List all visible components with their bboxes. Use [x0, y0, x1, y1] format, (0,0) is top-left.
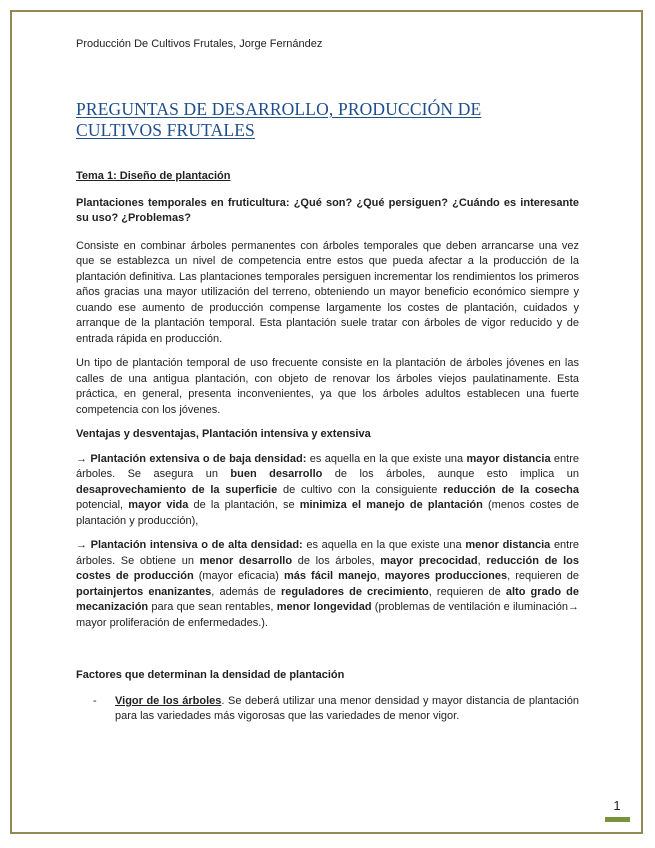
subheading-factores: Factores que determinan la densidad de plantación: [76, 669, 345, 681]
paragraph-definition: Consiste en combinar árboles permanentes con árboles temporales que deben arrancarse una vez que se establezca un nivel de competencia entre estos que pueda afectar a la producción de la plantación definitiva. Las plantaciones temporales persiguen incrementar los rendimientos los primeros años gracias una mayor utilización del terreno, obteniendo un mayor beneficio económico siempre y cuando ese aumento de producción compense largamente los costes de plantación, cuidados y arranque de la plantación temporal. Esta plantación suele tratar con árboles de vigor reducido y de entrada rápida en producción.: [76, 239, 579, 345]
paragraph-renovation: Un tipo de plantación temporal de uso frecuente consiste en la plantación de árboles jóvenes en las calles de una antigua plantación, con objeto de renovar los árboles viejos paulatinamente. Esta práctica, en general, presenta inconvenientes, ya que los árboles adultos establecen una fuerte competencia con los jóvenes.: [76, 357, 579, 416]
question-heading: Plantaciones temporales en fruticultura: ¿Qué son? ¿Qué persiguen? ¿Cuándo es interesante su uso? ¿Problemas?: [76, 196, 579, 224]
bullet-label: Vigor de los árboles: [115, 694, 222, 707]
paragraph-intensiva: → Plantación intensiva o de alta densidad: es aquella en la que existe una menor distancia entre árboles. Se obtiene un menor desarrollo de los árboles, mayor precocidad, reducción de los costes de producción (mayor eficacia) más fácil manejo, mayores producciones, requieren de portainjertos enanizantes, además de reguladores de crecimiento, requieren de alto grado de mecanización para que sean rentables, menor longevidad (problemas de ventilación e iluminación→ mayor proliferación de enfermedades.).: [76, 539, 580, 629]
document-title: [76, 99, 516, 141]
page-number: 1: [613, 798, 621, 813]
list-item-text: Vigor de los árboles. Se deberá utilizar una menor densidad y mayor distancia de plantación para las variedades más vigorosas que las variedades de menor vigor.: [115, 694, 579, 722]
running-header: Producción De Cultivos Frutales, Jorge Fernández: [76, 38, 323, 50]
list-bullet: -: [93, 694, 97, 707]
document-body: [76, 169, 579, 725]
section-heading-tema: Tema 1: Diseño de plantación: [76, 170, 231, 182]
subheading-ventajas: Ventajas y desventajas, Plantación intensiva y extensiva: [76, 428, 371, 440]
term-intensiva: → Plantación intensiva o de alta densidad:: [76, 539, 303, 551]
term-extensiva: → Plantación extensiva o de baja densidad:: [76, 452, 307, 465]
paragraph-extensiva: → Plantación extensiva o de baja densidad: es aquella en la que existe una mayor distancia entre árboles. Se asegura un buen desarrollo de los árboles, aunque esto implica un desaprovechamiento de la superficie de cultivo con la consiguiente reducción de la cosecha potencial, mayor vida de la plantación, se minimiza el manejo de plantación (menos costes de plantación y producción),: [76, 452, 579, 527]
title-text: PREGUNTAS DE DESARROLLO, PRODUCCIÓN DE CULTIVOS FRUTALES: [76, 99, 482, 140]
page-number-bar: [605, 817, 630, 822]
list-item: [76, 694, 579, 725]
